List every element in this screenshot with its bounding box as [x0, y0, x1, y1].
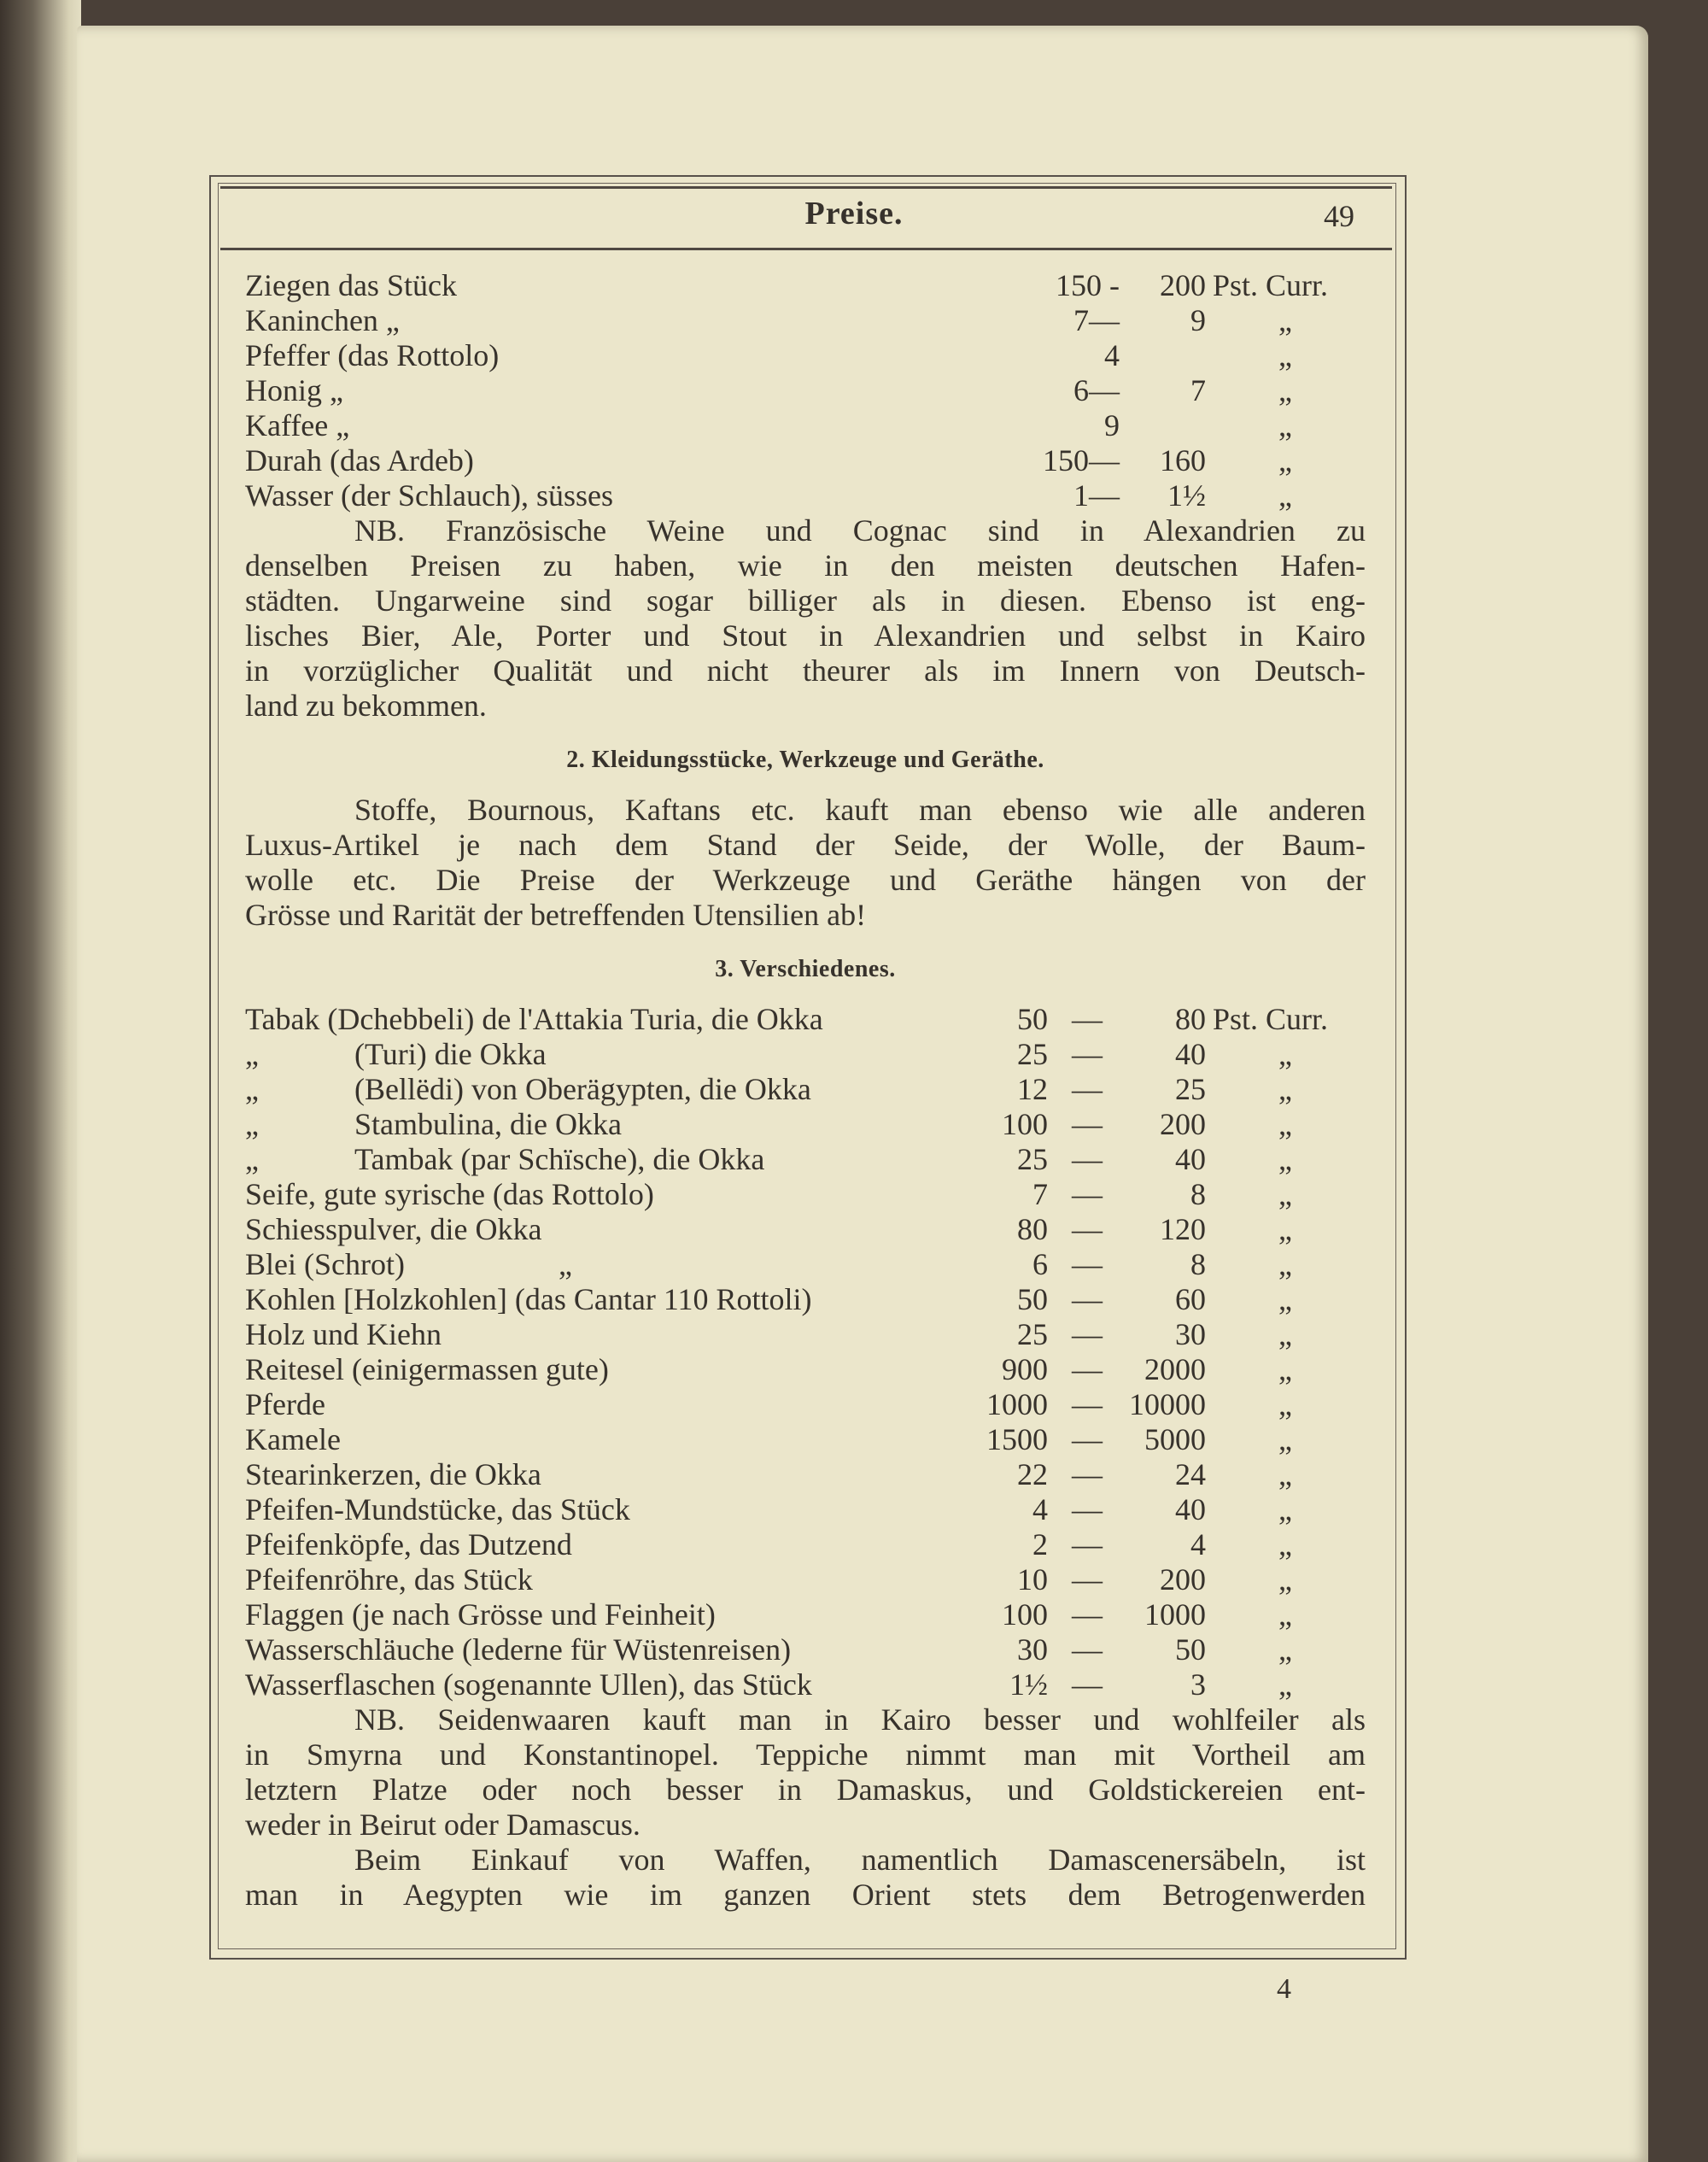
- price-high: 5000: [1144, 1422, 1206, 1456]
- price-high: 200: [1160, 268, 1206, 302]
- book-spine: [0, 0, 81, 2162]
- price-row: [245, 1597, 1366, 1632]
- price-high: 40: [1175, 1492, 1206, 1526]
- range-dash: —: [1072, 1072, 1103, 1106]
- price-unit: „: [1278, 1422, 1292, 1456]
- price-low: 50: [1017, 1002, 1048, 1036]
- range-dash: —: [1072, 1667, 1103, 1702]
- price-low: 1—: [1073, 478, 1120, 513]
- price-high: 60: [1175, 1282, 1206, 1316]
- price-unit: „: [1278, 1492, 1292, 1526]
- price-high: 30: [1175, 1317, 1206, 1351]
- price-unit: „: [1278, 1072, 1292, 1106]
- price-low: 9: [1104, 408, 1120, 442]
- price-high: 4: [1190, 1527, 1206, 1561]
- price-low: 6: [1032, 1247, 1048, 1281]
- price-row: [245, 1457, 1366, 1492]
- item-name: Wasser (der Schlauch), süsses: [245, 478, 613, 513]
- range-dash: —: [1072, 1002, 1103, 1036]
- price-row: [245, 373, 1366, 408]
- price-row: [245, 1317, 1366, 1352]
- price-row: [245, 1212, 1366, 1247]
- page-content: [245, 268, 1366, 1913]
- item-name: Honig „: [245, 373, 343, 407]
- item-name: Pfeifen-Mundstücke, das Stück: [245, 1492, 630, 1526]
- price-unit: „: [1278, 1597, 1292, 1632]
- price-unit: „: [1278, 478, 1292, 513]
- price-row: [245, 1422, 1366, 1457]
- price-unit: „: [1278, 1457, 1292, 1491]
- price-row: [245, 1562, 1366, 1597]
- range-dash: —: [1072, 1352, 1103, 1386]
- price-high: 1½: [1167, 478, 1206, 513]
- item-name: Wasserflaschen (sogenannte Ullen), das Stück: [245, 1667, 812, 1702]
- price-high: 24: [1175, 1457, 1206, 1491]
- item-name: Schiesspulver, die Okka: [245, 1212, 542, 1246]
- range-dash: —: [1072, 1527, 1103, 1561]
- price-row: [245, 443, 1366, 478]
- price-list-misc: [245, 1002, 1366, 1702]
- price-row: [245, 1387, 1366, 1422]
- header-bottom-rule: [220, 248, 1392, 250]
- price-unit: „: [1278, 1212, 1292, 1246]
- price-row: [245, 1632, 1366, 1667]
- price-row: [245, 1142, 1366, 1177]
- price-row: [245, 1352, 1366, 1387]
- price-high: 8: [1190, 1177, 1206, 1211]
- price-low: 4: [1104, 338, 1120, 372]
- price-low: 25: [1017, 1142, 1048, 1176]
- price-unit: „: [1278, 1037, 1292, 1071]
- range-dash: —: [1072, 1492, 1103, 1526]
- range-dash: —: [1072, 1562, 1103, 1597]
- price-high: 40: [1175, 1037, 1206, 1071]
- price-row: [245, 338, 1366, 373]
- item-name: (Bellëdi) von Oberägypten, die Okka: [354, 1072, 811, 1106]
- range-dash: —: [1072, 1142, 1103, 1176]
- price-row: [245, 1002, 1366, 1037]
- range-dash: —: [1072, 1317, 1103, 1351]
- item-name: Flaggen (je nach Grösse und Feinheit): [245, 1597, 716, 1632]
- price-row: [245, 1667, 1366, 1702]
- price-high: 50: [1175, 1632, 1206, 1667]
- price-unit: „: [1278, 1562, 1292, 1597]
- item-name: Holz und Kiehn: [245, 1317, 442, 1351]
- price-low: 50: [1017, 1282, 1048, 1316]
- item-name: Tabak (Dchebbeli) de l'Attakia Turia, die Okka: [245, 1002, 823, 1036]
- ditto-mark: „: [245, 1072, 259, 1106]
- price-high: 80: [1175, 1002, 1206, 1036]
- price-high: 7: [1190, 373, 1206, 407]
- item-name: Tambak (par Schïsche), die Okka: [354, 1142, 765, 1176]
- price-row: [245, 1282, 1366, 1317]
- price-high: 9: [1190, 303, 1206, 337]
- price-low: 100: [1002, 1107, 1048, 1141]
- text-line: weder in Beirut oder Damascus.: [245, 1808, 640, 1842]
- price-row: [245, 268, 1366, 303]
- price-row: [245, 1527, 1366, 1562]
- item-name: Kamele: [245, 1422, 341, 1456]
- price-list-food: [245, 268, 1366, 513]
- price-low: 150 -: [1056, 268, 1120, 302]
- item-name: Pferde: [245, 1387, 325, 1421]
- price-unit: „: [1278, 1667, 1292, 1702]
- price-low: 22: [1017, 1457, 1048, 1491]
- price-high: 120: [1160, 1212, 1206, 1246]
- price-row: [245, 1107, 1366, 1142]
- range-dash: —: [1072, 1597, 1103, 1632]
- price-unit: „: [1278, 408, 1292, 442]
- price-low: 25: [1017, 1317, 1048, 1351]
- price-unit: „: [1278, 1352, 1292, 1386]
- price-high: 200: [1160, 1107, 1206, 1141]
- price-low: 12: [1017, 1072, 1048, 1106]
- item-name: Stearinkerzen, die Okka: [245, 1457, 541, 1491]
- price-row: [245, 478, 1366, 513]
- text-line: in vorzüglicher Qualität und nicht theurer als im Innern von Deutsch-: [245, 653, 1366, 688]
- price-low: 1½: [1009, 1667, 1048, 1702]
- price-high: 1000: [1144, 1597, 1206, 1632]
- price-unit: „: [1278, 1317, 1292, 1351]
- price-row: [245, 1177, 1366, 1212]
- price-row: [245, 1492, 1366, 1527]
- text-line: Beim Einkauf von Waffen, namentlich Damascenersäbeln, ist: [354, 1843, 1366, 1877]
- price-row: [245, 408, 1366, 443]
- item-name: Blei (Schrot) „: [245, 1247, 572, 1281]
- price-unit: „: [1278, 1142, 1292, 1176]
- text-line: Luxus-Artikel je nach dem Stand der Seide, der Wolle, der Baum-: [245, 828, 1366, 862]
- item-name: Stambulina, die Okka: [354, 1107, 622, 1141]
- price-unit: „: [1278, 1177, 1292, 1211]
- price-high: 160: [1160, 443, 1206, 478]
- price-unit: „: [1278, 1387, 1292, 1421]
- price-low: 100: [1002, 1597, 1048, 1632]
- price-low: 900: [1002, 1352, 1048, 1386]
- text-line: Grösse und Rarität der betreffenden Utensilien ab!: [245, 898, 867, 932]
- price-unit: „: [1278, 338, 1292, 372]
- price-high: 200: [1160, 1562, 1206, 1597]
- text-line: lisches Bier, Ale, Porter und Stout in Alexandrien und selbst in Kairo: [245, 618, 1366, 653]
- text-line: städten. Ungarweine sind sogar billiger als in diesen. Ebenso ist eng-: [245, 583, 1366, 618]
- range-dash: —: [1072, 1212, 1103, 1246]
- item-name: Reitesel (einigermassen gute): [245, 1352, 609, 1386]
- price-row: [245, 1247, 1366, 1282]
- header-top-rule: [220, 186, 1392, 189]
- item-name: Kaninchen „: [245, 303, 400, 337]
- item-name: Wasserschläuche (lederne für Wüstenreisen): [245, 1632, 792, 1667]
- price-low: 1000: [986, 1387, 1048, 1421]
- price-low: 10: [1017, 1562, 1048, 1597]
- price-high: 25: [1175, 1072, 1206, 1106]
- price-row: [245, 1072, 1366, 1107]
- price-high: 10000: [1129, 1387, 1206, 1421]
- range-dash: —: [1072, 1282, 1103, 1316]
- price-unit: „: [1278, 443, 1292, 478]
- price-unit: „: [1278, 1247, 1292, 1281]
- text-line: land zu bekommen.: [245, 688, 487, 723]
- range-dash: —: [1072, 1107, 1103, 1141]
- range-dash: —: [1072, 1177, 1103, 1211]
- note-wines: [245, 513, 1366, 724]
- price-unit: „: [1278, 373, 1292, 407]
- price-unit: „: [1278, 303, 1292, 337]
- price-low: 150—: [1043, 443, 1120, 478]
- running-head-title: Preise.: [804, 196, 904, 231]
- price-unit: „: [1278, 1282, 1292, 1316]
- text-line: NB. Seidenwaaren kauft man in Kairo besser und wohlfeiler als: [354, 1702, 1366, 1737]
- price-row: [245, 1037, 1366, 1072]
- paragraph-weapons: [245, 1843, 1366, 1913]
- price-low: 25: [1017, 1037, 1048, 1071]
- price-unit: „: [1278, 1632, 1292, 1667]
- text-line: wolle etc. Die Preise der Werkzeuge und Geräthe hängen von der: [245, 863, 1366, 897]
- range-dash: —: [1072, 1247, 1103, 1281]
- text-line: Stoffe, Bournous, Kaftans etc. kauft man ebenso wie alle anderen: [354, 793, 1366, 827]
- item-name: Seife, gute syrische (das Rottolo): [245, 1177, 654, 1211]
- price-unit: Pst. Curr.: [1213, 1002, 1329, 1036]
- price-low: 80: [1017, 1212, 1048, 1246]
- ditto-mark: „: [245, 1142, 259, 1176]
- range-dash: —: [1072, 1457, 1103, 1491]
- range-dash: —: [1072, 1037, 1103, 1071]
- price-high: 40: [1175, 1142, 1206, 1176]
- paragraph-clothing: [245, 793, 1366, 933]
- text-line: NB. Französische Weine und Cognac sind in Alexandrien zu: [354, 513, 1366, 548]
- range-dash: —: [1072, 1387, 1103, 1421]
- section-heading-misc: 3. Verschiedenes.: [715, 956, 896, 982]
- price-low: 7—: [1073, 303, 1120, 337]
- range-dash: —: [1072, 1422, 1103, 1456]
- signature-mark: 4: [1277, 1973, 1291, 2005]
- text-line: man in Aegypten wie im ganzen Orient stets dem Betrogenwerden: [245, 1878, 1366, 1912]
- price-low: 30: [1017, 1632, 1048, 1667]
- price-unit: Pst. Curr.: [1213, 268, 1329, 302]
- text-line: in Smyrna und Konstantinopel. Teppiche nimmt man mit Vortheil am: [245, 1737, 1366, 1772]
- price-low: 2: [1032, 1527, 1048, 1561]
- price-high: 2000: [1144, 1352, 1206, 1386]
- price-low: 7: [1032, 1177, 1048, 1211]
- ditto-mark: „: [245, 1107, 259, 1141]
- range-dash: —: [1072, 1632, 1103, 1667]
- item-name: Kohlen [Holzkohlen] (das Cantar 110 Rottoli): [245, 1282, 812, 1316]
- item-name: Pfeifenköpfe, das Dutzend: [245, 1527, 572, 1561]
- price-low: 4: [1032, 1492, 1048, 1526]
- price-unit: „: [1278, 1527, 1292, 1561]
- price-high: 3: [1190, 1667, 1206, 1702]
- price-low: 1500: [986, 1422, 1048, 1456]
- price-high: 8: [1190, 1247, 1206, 1281]
- item-name: Durah (das Ardeb): [245, 443, 474, 478]
- item-name: Pfeifenröhre, das Stück: [245, 1562, 533, 1597]
- text-line: denselben Preisen zu haben, wie in den meisten deutschen Hafen-: [245, 548, 1366, 583]
- item-name: Pfeffer (das Rottolo): [245, 338, 500, 372]
- item-name: (Turi) die Okka: [354, 1037, 547, 1071]
- item-name: Kaffee „: [245, 408, 350, 442]
- note-silk: [245, 1702, 1366, 1843]
- page-number: 49: [1324, 199, 1354, 233]
- section-heading-clothing: 2. Kleidungsstücke, Werkzeuge und Geräthe.: [566, 747, 1044, 773]
- item-name: Ziegen das Stück: [245, 268, 457, 302]
- price-low: 6—: [1073, 373, 1120, 407]
- price-row: [245, 303, 1366, 338]
- price-unit: „: [1278, 1107, 1292, 1141]
- text-line: letztern Platze oder noch besser in Damaskus, und Goldstickereien ent-: [245, 1772, 1366, 1807]
- ditto-mark: „: [245, 1037, 259, 1071]
